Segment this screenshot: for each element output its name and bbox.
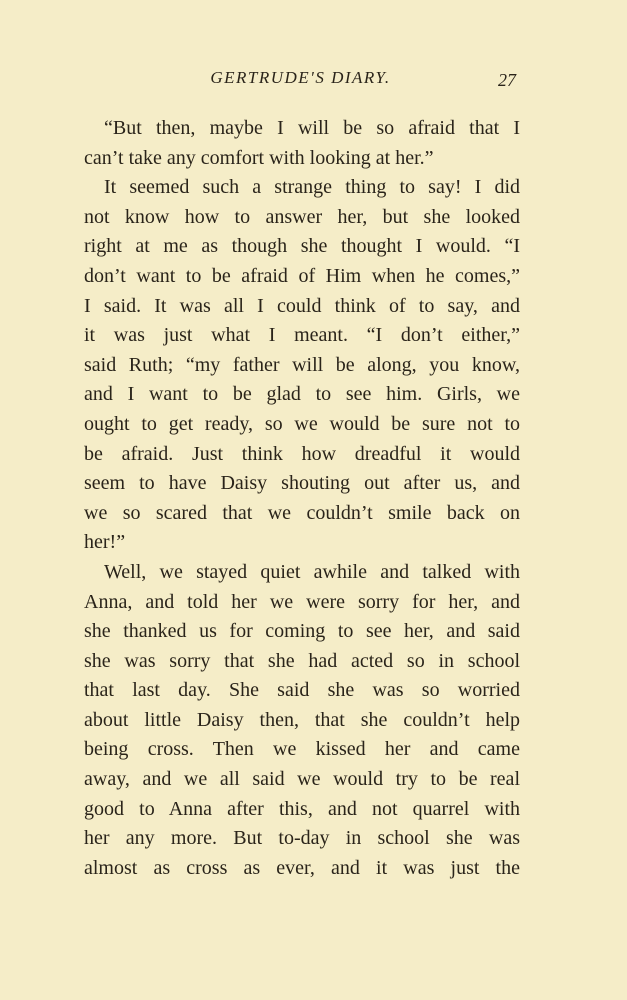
text-line: can’t take any comfort with looking at her.” [84, 146, 434, 169]
text-line: that last day. She said she was so worried [84, 679, 520, 702]
text-line: her any more. But to-day in school she was [84, 827, 520, 850]
text-line: not know how to answer her, but she looked [84, 205, 520, 228]
text-line: Well, we stayed quiet awhile and talked with [104, 560, 520, 583]
text-line: I said. It was all I could think of to say, and [84, 294, 520, 317]
text-line: almost as cross as ever, and it was just the [84, 856, 520, 879]
text-line: being cross. Then we kissed her and came [84, 738, 520, 761]
text-line: good to Anna after this, and not quarrel with [84, 797, 520, 820]
page-number: 27 [498, 70, 516, 90]
body-text [84, 114, 520, 883]
text-line: don’t want to be afraid of Him when he comes,” [84, 264, 520, 287]
text-line: right at me as though she thought I would. “I [84, 235, 520, 258]
text-line: she thanked us for coming to see her, and said [84, 620, 520, 643]
text-line: said Ruth; “my father will be along, you know, [84, 353, 520, 376]
text-line: her!” [84, 531, 126, 554]
text-line: we so scared that we couldn’t smile back on [84, 501, 520, 524]
text-line: Anna, and told her we were sorry for her, and [84, 590, 520, 613]
running-title: GERTRUDE'S DIARY. [210, 68, 391, 87]
text-line: and I want to be glad to see him. Girls, we [84, 383, 520, 406]
text-line: she was sorry that she had acted so in school [84, 649, 520, 672]
text-line: “But then, maybe I will be so afraid that I [104, 117, 520, 139]
text-line: seem to have Daisy shouting out after us, and [84, 472, 520, 495]
text-line: be afraid. Just think how dreadful it would [84, 442, 520, 465]
text-line: it was just what I meant. “I don’t either,” [84, 324, 520, 347]
text-line: away, and we all said we would try to be real [84, 768, 520, 791]
text-line: about little Daisy then, that she couldn’t help [84, 708, 520, 731]
text-line: ought to get ready, so we would be sure not to [84, 412, 520, 435]
text-line: It seemed such a strange thing to say! I did [104, 176, 520, 199]
